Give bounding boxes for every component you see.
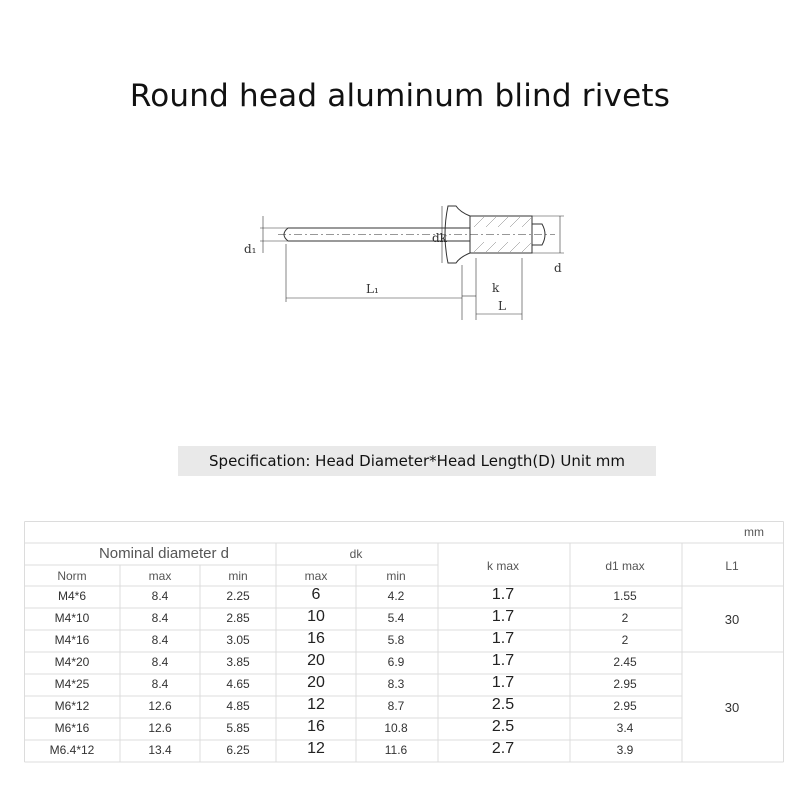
cell-d-max: 8.4 xyxy=(151,633,169,647)
cell-d-min: 3.05 xyxy=(226,633,250,647)
header-min: min xyxy=(228,569,248,583)
cell-d-max: 12.6 xyxy=(148,699,172,713)
cell-k: 1.7 xyxy=(491,674,515,691)
cell-k: 2.5 xyxy=(491,696,515,713)
cell-k: 2.7 xyxy=(491,740,515,757)
cell-d-min: 2.85 xyxy=(226,611,250,625)
cell-d1: 2.45 xyxy=(613,655,637,669)
cell-k: 1.7 xyxy=(491,586,515,603)
cell-norm: M4*10 xyxy=(54,611,90,625)
cell-norm: M4*25 xyxy=(54,677,90,691)
cell-l1-group: 30 xyxy=(724,612,740,627)
cell-d-min: 6.25 xyxy=(226,743,250,757)
cell-dk-min: 5.8 xyxy=(387,633,405,647)
header-norm: Norm xyxy=(57,569,87,583)
cell-dk-min: 6.9 xyxy=(387,655,405,669)
cell-k: 1.7 xyxy=(491,630,515,647)
cell-norm: M4*6 xyxy=(57,589,86,603)
cell-d-max: 12.6 xyxy=(148,721,172,735)
label-k: k xyxy=(492,281,500,295)
spec-table xyxy=(24,521,784,763)
header-dk-min: min xyxy=(386,569,406,583)
cell-d-min: 2.25 xyxy=(226,589,250,603)
cell-dk-max: 12 xyxy=(307,696,325,713)
cell-norm: M6*12 xyxy=(54,699,90,713)
header-dk: dk xyxy=(349,547,363,561)
cell-dk-max: 20 xyxy=(307,674,325,691)
cell-dk-min: 8.7 xyxy=(387,699,405,713)
cell-dk-min: 11.6 xyxy=(384,743,408,757)
cell-d1: 2 xyxy=(621,611,629,625)
cell-dk-max: 20 xyxy=(307,652,325,669)
cell-d-min: 4.85 xyxy=(226,699,250,713)
cell-norm: M4*16 xyxy=(54,633,90,647)
cell-dk-min: 5.4 xyxy=(387,611,405,625)
cell-d-max: 8.4 xyxy=(151,589,169,603)
cell-d1: 2.95 xyxy=(613,699,637,713)
cell-dk-min: 8.3 xyxy=(387,677,405,691)
label-L1: L₁ xyxy=(366,282,379,296)
header-l1: L1 xyxy=(725,559,739,573)
cell-d-min: 3.85 xyxy=(226,655,250,669)
cell-norm: M6*16 xyxy=(54,721,90,735)
label-L: L xyxy=(498,299,506,313)
cell-d-max: 13.4 xyxy=(148,743,172,757)
cell-dk-max: 16 xyxy=(307,630,325,647)
cell-dk-max: 16 xyxy=(307,718,325,735)
label-d: d xyxy=(554,261,562,275)
header-nominal: Nominal diameter d xyxy=(98,545,230,562)
cell-d-min: 4.65 xyxy=(226,677,250,691)
cell-k: 1.7 xyxy=(491,652,515,669)
specification-note: Specification: Head Diameter*Head Length(D) Unit mm xyxy=(178,446,656,476)
cell-k: 2.5 xyxy=(491,718,515,735)
header-dk-max: max xyxy=(304,569,328,583)
cell-dk-min: 10.8 xyxy=(384,721,408,735)
header-k: k max xyxy=(486,559,519,573)
label-dk: dk xyxy=(432,231,447,245)
cell-d1: 3.4 xyxy=(616,721,634,735)
cell-d-max: 8.4 xyxy=(151,677,169,691)
label-d1: d₁ xyxy=(244,242,257,256)
cell-d1: 2 xyxy=(621,633,629,647)
cell-d1: 3.9 xyxy=(616,743,634,757)
cell-k: 1.7 xyxy=(491,608,515,625)
rivet-diagram xyxy=(230,190,580,325)
header-max: max xyxy=(148,569,172,583)
cell-dk-min: 4.2 xyxy=(387,589,405,603)
cell-dk-max: 6 xyxy=(311,586,321,603)
cell-d1: 1.55 xyxy=(613,589,637,603)
cell-norm: M4*20 xyxy=(54,655,90,669)
cell-d-max: 8.4 xyxy=(151,655,169,669)
cell-l1-group: 30 xyxy=(724,700,740,715)
cell-d-max: 8.4 xyxy=(151,611,169,625)
cell-norm: M6.4*12 xyxy=(49,743,95,757)
cell-d-min: 5.85 xyxy=(226,721,250,735)
cell-d1: 2.95 xyxy=(613,677,637,691)
header-d1: d1 max xyxy=(605,559,645,573)
cell-dk-max: 12 xyxy=(307,740,325,757)
cell-dk-max: 10 xyxy=(307,608,325,625)
page-title: Round head aluminum blind rivets xyxy=(129,78,671,114)
unit-label: mm xyxy=(744,525,764,539)
